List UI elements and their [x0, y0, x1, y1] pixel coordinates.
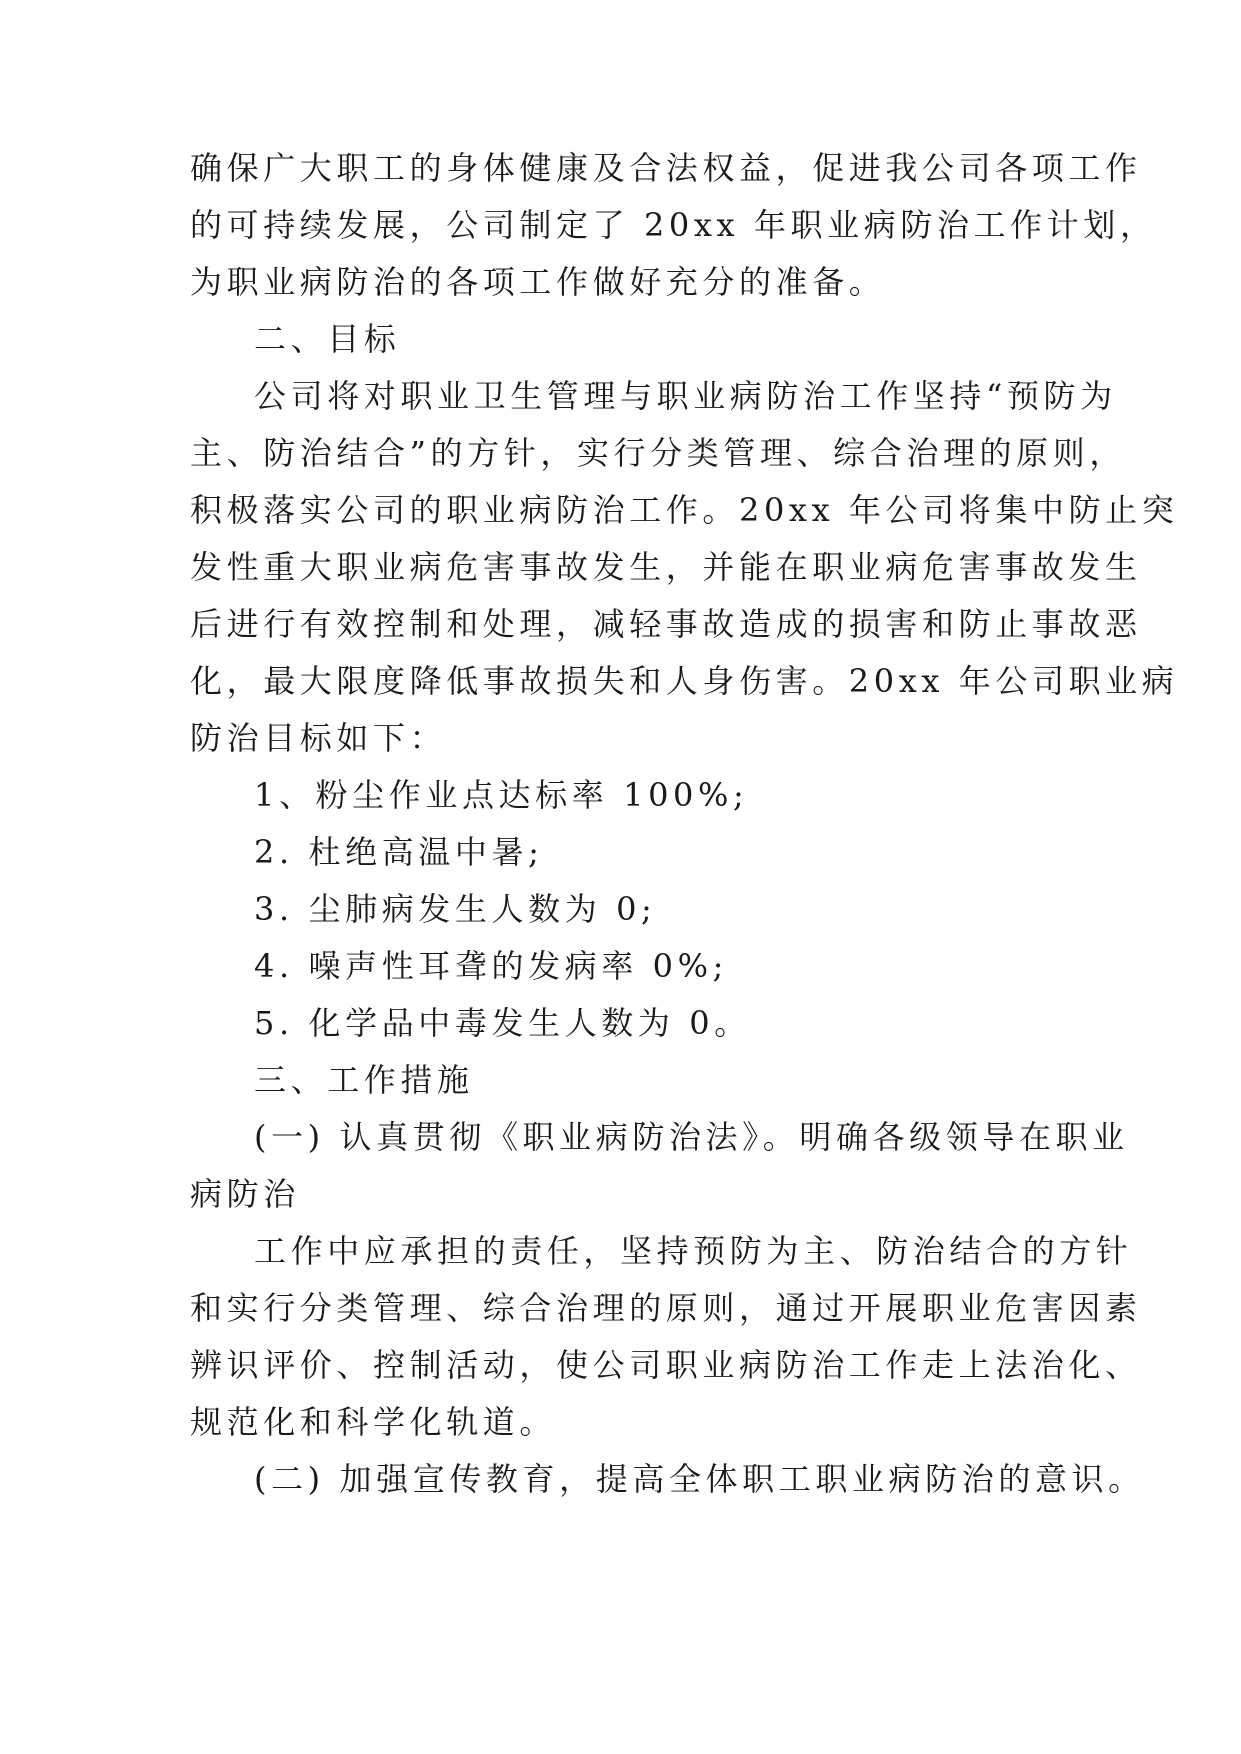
section-heading-measures: 三、工作措施 [254, 1061, 474, 1099]
paragraph-line: 后进行有效控制和处理，减轻事故造成的损害和防止事故恶 [190, 605, 1142, 643]
paragraph-line: 工作中应承担的责任，坚持预防为主、防治结合的方针 [254, 1232, 1133, 1270]
goal-item: 2. 杜绝高温中暑; [254, 833, 544, 871]
subsection-heading: (二) 加强宣传教育，提高全体职工职业病防治的意识。 [254, 1460, 1145, 1498]
paragraph-line: 公司将对职业卫生管理与职业病防治工作坚持“预防为 [254, 377, 1117, 415]
paragraph-line: 辨识评价、控制活动，使公司职业病防治工作走上法治化、 [190, 1346, 1142, 1384]
paragraph-line: 病防治 [190, 1175, 300, 1213]
paragraph-line: 和实行分类管理、综合治理的原则，通过开展职业危害因素 [190, 1289, 1142, 1327]
paragraph-line: 发性重大职业病危害事故发生，并能在职业病危害事故发生 [190, 548, 1142, 586]
goal-item: 5. 化学品中毒发生人数为 0。 [254, 1004, 751, 1042]
paragraph-line: 化，最大限度降低事故损失和人身伤害。20xx 年公司职业病 [190, 662, 1179, 700]
subsection-heading: (一) 认真贯彻《职业病防治法》。明确各级领导在职业 [254, 1118, 1129, 1156]
section-heading-goals: 二、目标 [254, 320, 401, 358]
paragraph-line: 规范化和科学化轨道。 [190, 1403, 557, 1441]
paragraph-line: 的可持续发展，公司制定了 20xx 年职业病防治工作计划， [190, 206, 1157, 244]
goal-item: 4. 噪声性耳聋的发病率 0%; [254, 947, 729, 985]
paragraph-line: 为职业病防治的各项工作做好充分的准备。 [190, 263, 886, 301]
paragraph-line: 积极落实公司的职业病防治工作。20xx 年公司将集中防止突 [190, 491, 1179, 529]
paragraph-line: 防治目标如下： [190, 719, 447, 757]
goal-item: 3. 尘肺病发生人数为 0; [254, 890, 657, 928]
paragraph-line: 确保广大职工的身体健康及合法权益，促进我公司各项工作 [190, 149, 1142, 187]
paragraph-line: 主、防治结合”的方针，实行分类管理、综合治理的原则， [190, 434, 1126, 472]
goal-item: 1、粉尘作业点达标率 100%; [254, 776, 749, 814]
